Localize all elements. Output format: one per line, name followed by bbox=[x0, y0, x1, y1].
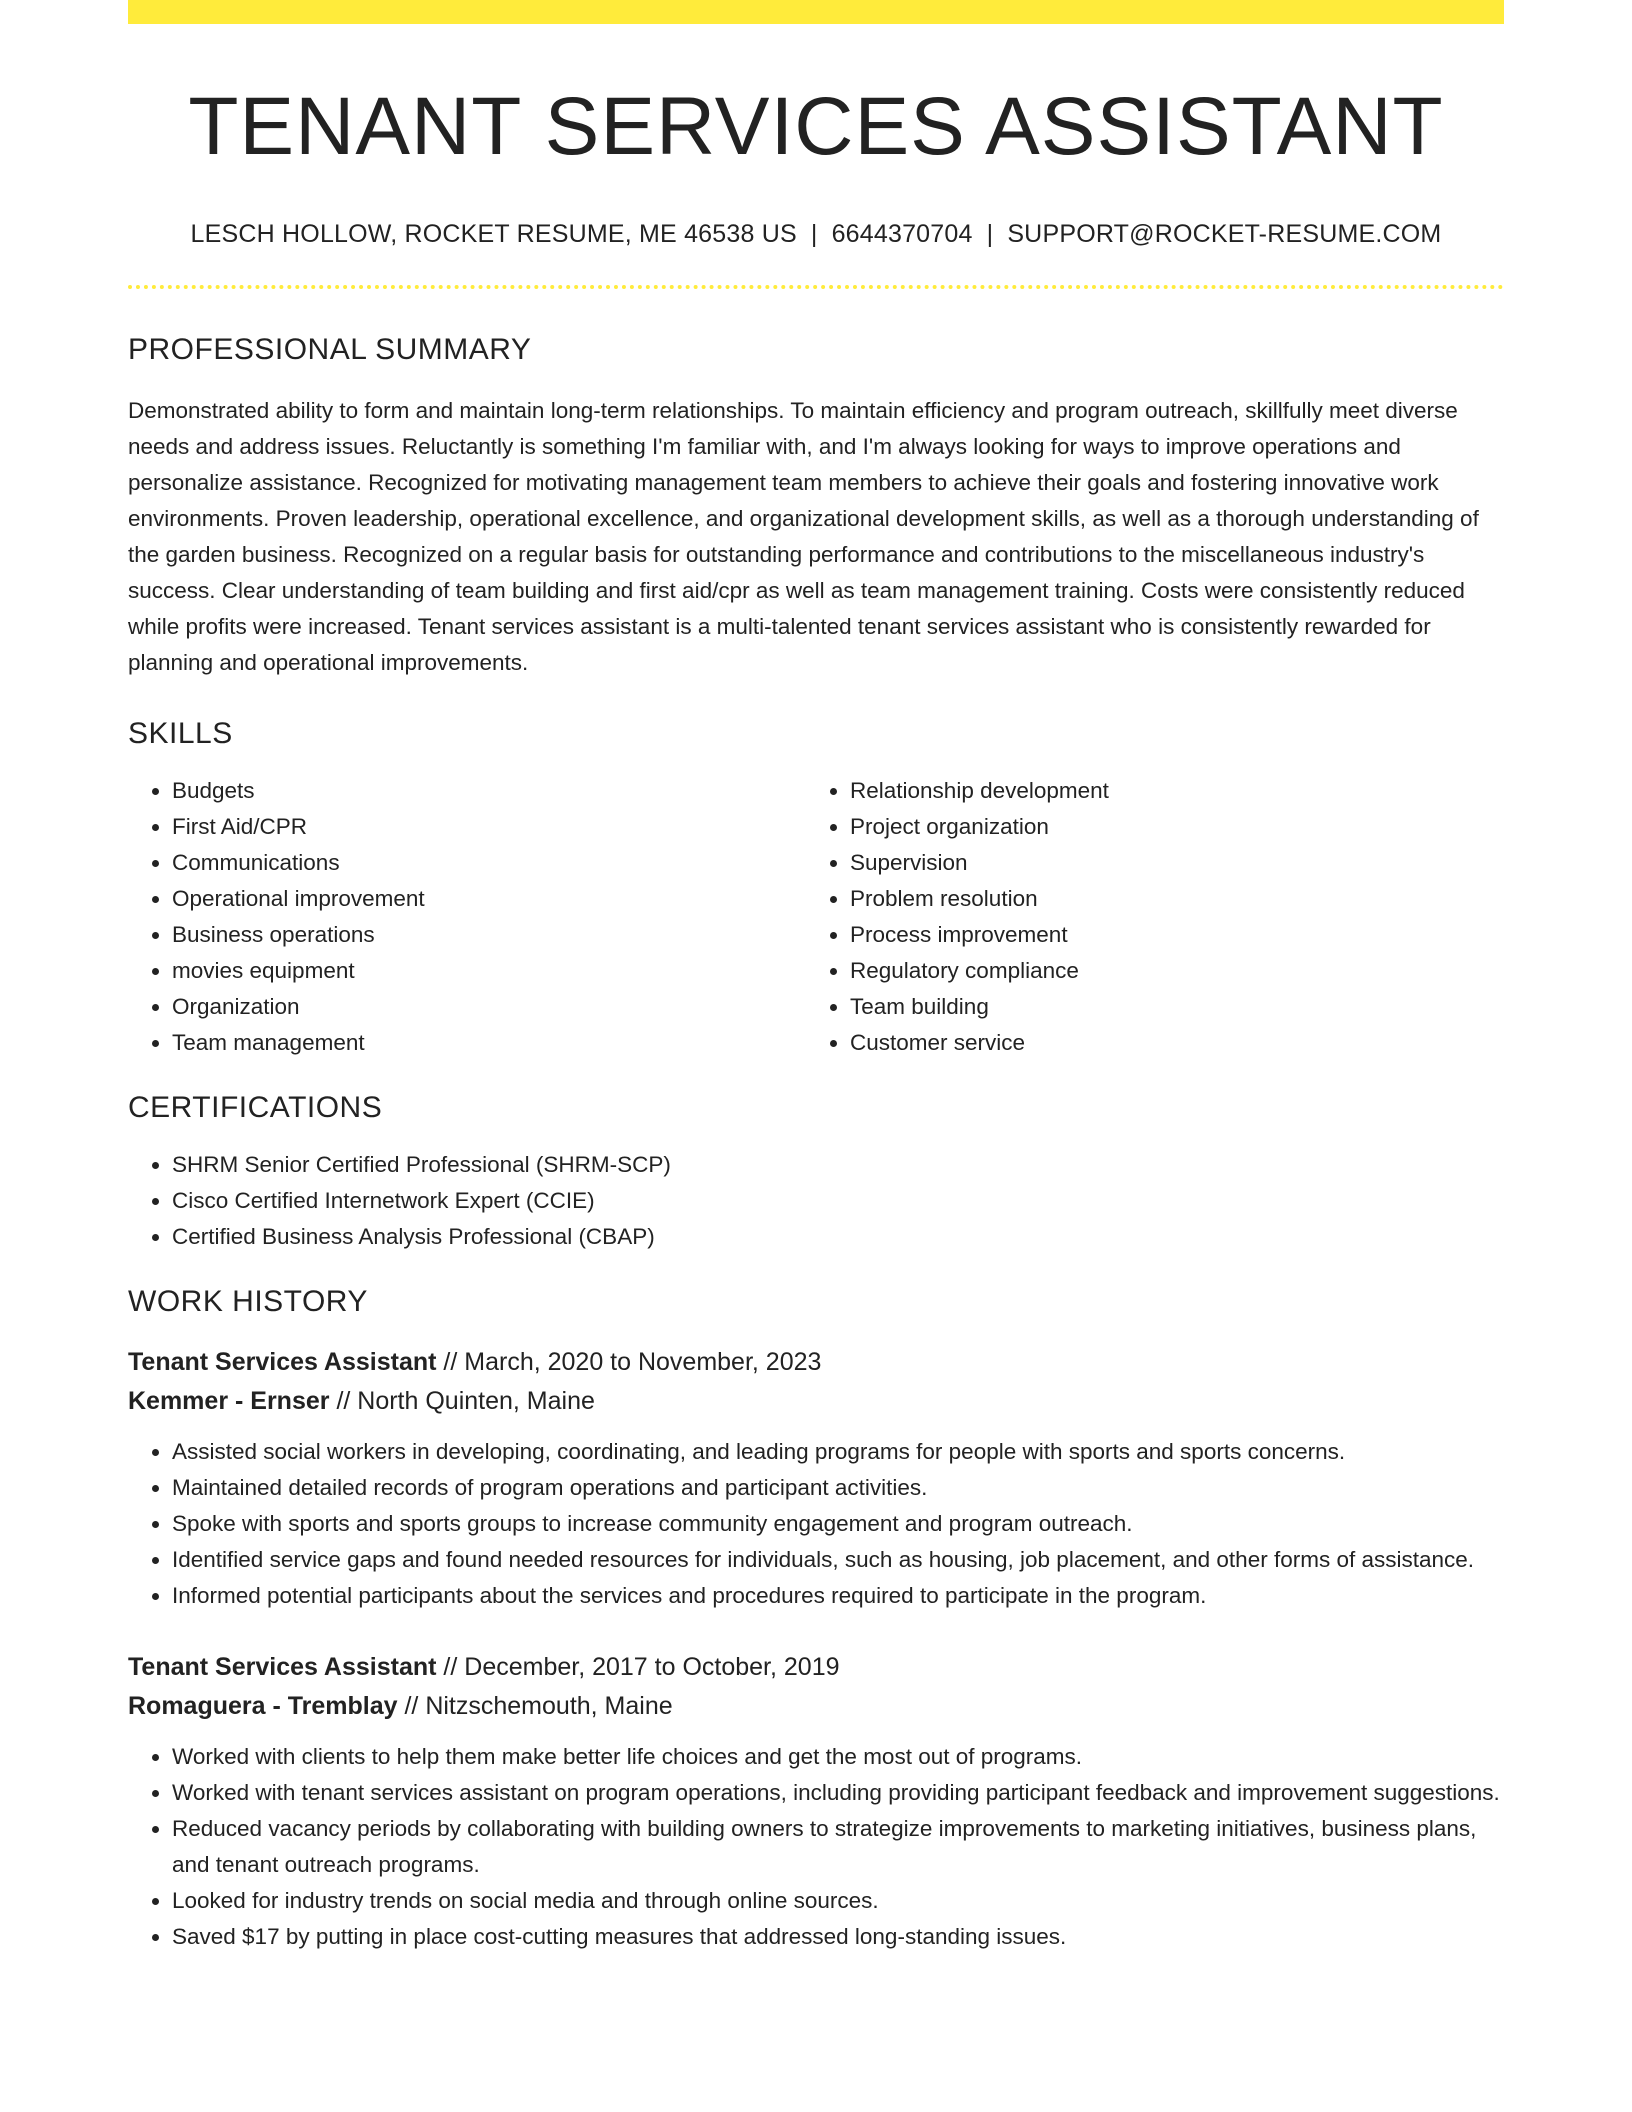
summary-text: Demonstrated ability to form and maintain long-term relationships. To maintain efficiency and program outreach, skillfully meet diverse needs and address issues. Reluctantly is something I'm familiar with, and I'm always looking for ways to improve operations and personalize assistance. Recognized for motivating management team members to achieve their goals and fostering innovative work environments. Proven leadership, operational excellence, and organizational development skills, as well as a thorough understanding of the garden business. Recognized on a regular basis for outstanding performance and contributions to the miscellaneous industry's success. Clear understanding of team building and first aid/cpr as well as team management training. Costs were consistently reduced while profits were increased. Tenant services assistant is a multi-talented tenant services assistant who is consistently rewarded for planning and operational improvements. bbox=[128, 398, 1479, 676]
skills-grid bbox=[128, 773, 1504, 1061]
skill-item: • Supervision bbox=[850, 845, 1484, 881]
skill-item: • Relationship development bbox=[850, 773, 1484, 809]
job-entry bbox=[128, 1648, 1504, 1955]
job-bullets bbox=[128, 1739, 1504, 1955]
job-bullet: • Spoke with sports and sports groups to increase community engagement and program outreach. bbox=[172, 1506, 1504, 1542]
job-company-line bbox=[128, 1382, 1504, 1421]
skill-item: • Team management bbox=[172, 1025, 806, 1061]
job-role: Tenant Services Assistant bbox=[128, 1348, 437, 1377]
skill-item: • Operational improvement bbox=[172, 881, 806, 917]
job-bullet: • Assisted social workers in developing, coordinating, and leading programs for people with sports and sports concerns. bbox=[172, 1434, 1504, 1470]
skill-item: • Communications bbox=[172, 845, 806, 881]
job-bullet: • Reduced vacancy periods by collaborating with building owners to strategize improvements to marketing initiatives, business plans, and tenant outreach programs. bbox=[172, 1811, 1504, 1883]
job-bullets bbox=[128, 1434, 1504, 1614]
summary-heading: PROFESSIONAL SUMMARY bbox=[128, 333, 532, 367]
job-dates: // March, 2020 to November, 2023 bbox=[443, 1348, 822, 1377]
job-bullet: • Looked for industry trends on social media and through online sources. bbox=[172, 1883, 1504, 1919]
job-bullet: • Worked with tenant services assistant on program operations, including providing participant feedback and improvement suggestions. bbox=[172, 1775, 1504, 1811]
skill-item: • Team building bbox=[850, 989, 1484, 1025]
skills-list-left bbox=[128, 773, 806, 1061]
skill-item: • Process improvement bbox=[850, 917, 1484, 953]
candidate-name: TENANT SERVICES ASSISTANT bbox=[188, 81, 1444, 172]
contact-phone: 6644370704 bbox=[831, 220, 973, 249]
certifications-list bbox=[128, 1147, 1504, 1255]
work-history-heading: WORK HISTORY bbox=[128, 1285, 368, 1319]
job-company: Kemmer - Ernser bbox=[128, 1387, 330, 1416]
skill-item: • Organization bbox=[172, 989, 806, 1025]
skill-item: • Budgets bbox=[172, 773, 806, 809]
job-company: Romaguera - Tremblay bbox=[128, 1692, 398, 1721]
job-entry bbox=[128, 1343, 1504, 1614]
job-company-line bbox=[128, 1687, 1504, 1726]
job-title-line bbox=[128, 1648, 1504, 1687]
job-bullet: • Saved $17 by putting in place cost-cutting measures that addressed long-standing issues. bbox=[172, 1919, 1504, 1955]
contact-line bbox=[128, 220, 1504, 249]
job-bullet: • Maintained detailed records of program operations and participant activities. bbox=[172, 1470, 1504, 1506]
skills-list-right bbox=[806, 773, 1484, 1061]
skill-item: • First Aid/CPR bbox=[172, 809, 806, 845]
certifications-heading: CERTIFICATIONS bbox=[128, 1091, 383, 1125]
skill-item: • Project organization bbox=[850, 809, 1484, 845]
contact-address: LESCH HOLLOW, ROCKET RESUME, ME 46538 US bbox=[190, 220, 797, 249]
certification-item: • Certified Business Analysis Professional (CBAP) bbox=[172, 1219, 1504, 1255]
job-bullet: • Worked with clients to help them make better life choices and get the most out of programs. bbox=[172, 1739, 1504, 1775]
skills-heading: SKILLS bbox=[128, 717, 233, 751]
contact-separator: | bbox=[810, 220, 818, 249]
job-title-line bbox=[128, 1343, 1504, 1382]
resume-page bbox=[128, 0, 1504, 1955]
skill-item: • Customer service bbox=[850, 1025, 1484, 1061]
job-role: Tenant Services Assistant bbox=[128, 1653, 437, 1682]
job-dates: // December, 2017 to October, 2019 bbox=[443, 1653, 840, 1682]
skill-item: • Business operations bbox=[172, 917, 806, 953]
accent-top-bar bbox=[128, 0, 1504, 24]
skill-item: • Problem resolution bbox=[850, 881, 1484, 917]
job-bullet: • Informed potential participants about the services and procedures required to participate in the program. bbox=[172, 1578, 1504, 1614]
skill-item: • movies equipment bbox=[172, 953, 806, 989]
job-location: // Nitzschemouth, Maine bbox=[404, 1692, 673, 1721]
skill-item: • Regulatory compliance bbox=[850, 953, 1484, 989]
job-location: // North Quinten, Maine bbox=[336, 1387, 595, 1416]
certification-item: • SHRM Senior Certified Professional (SHRM-SCP) bbox=[172, 1147, 1504, 1183]
certification-item: • Cisco Certified Internetwork Expert (CCIE) bbox=[172, 1183, 1504, 1219]
job-bullet: • Identified service gaps and found needed resources for individuals, such as housing, job placement, and other forms of assistance. bbox=[172, 1542, 1504, 1578]
contact-email: SUPPORT@ROCKET-RESUME.COM bbox=[1007, 220, 1442, 249]
contact-separator: | bbox=[986, 220, 994, 249]
dotted-divider bbox=[128, 285, 1504, 289]
